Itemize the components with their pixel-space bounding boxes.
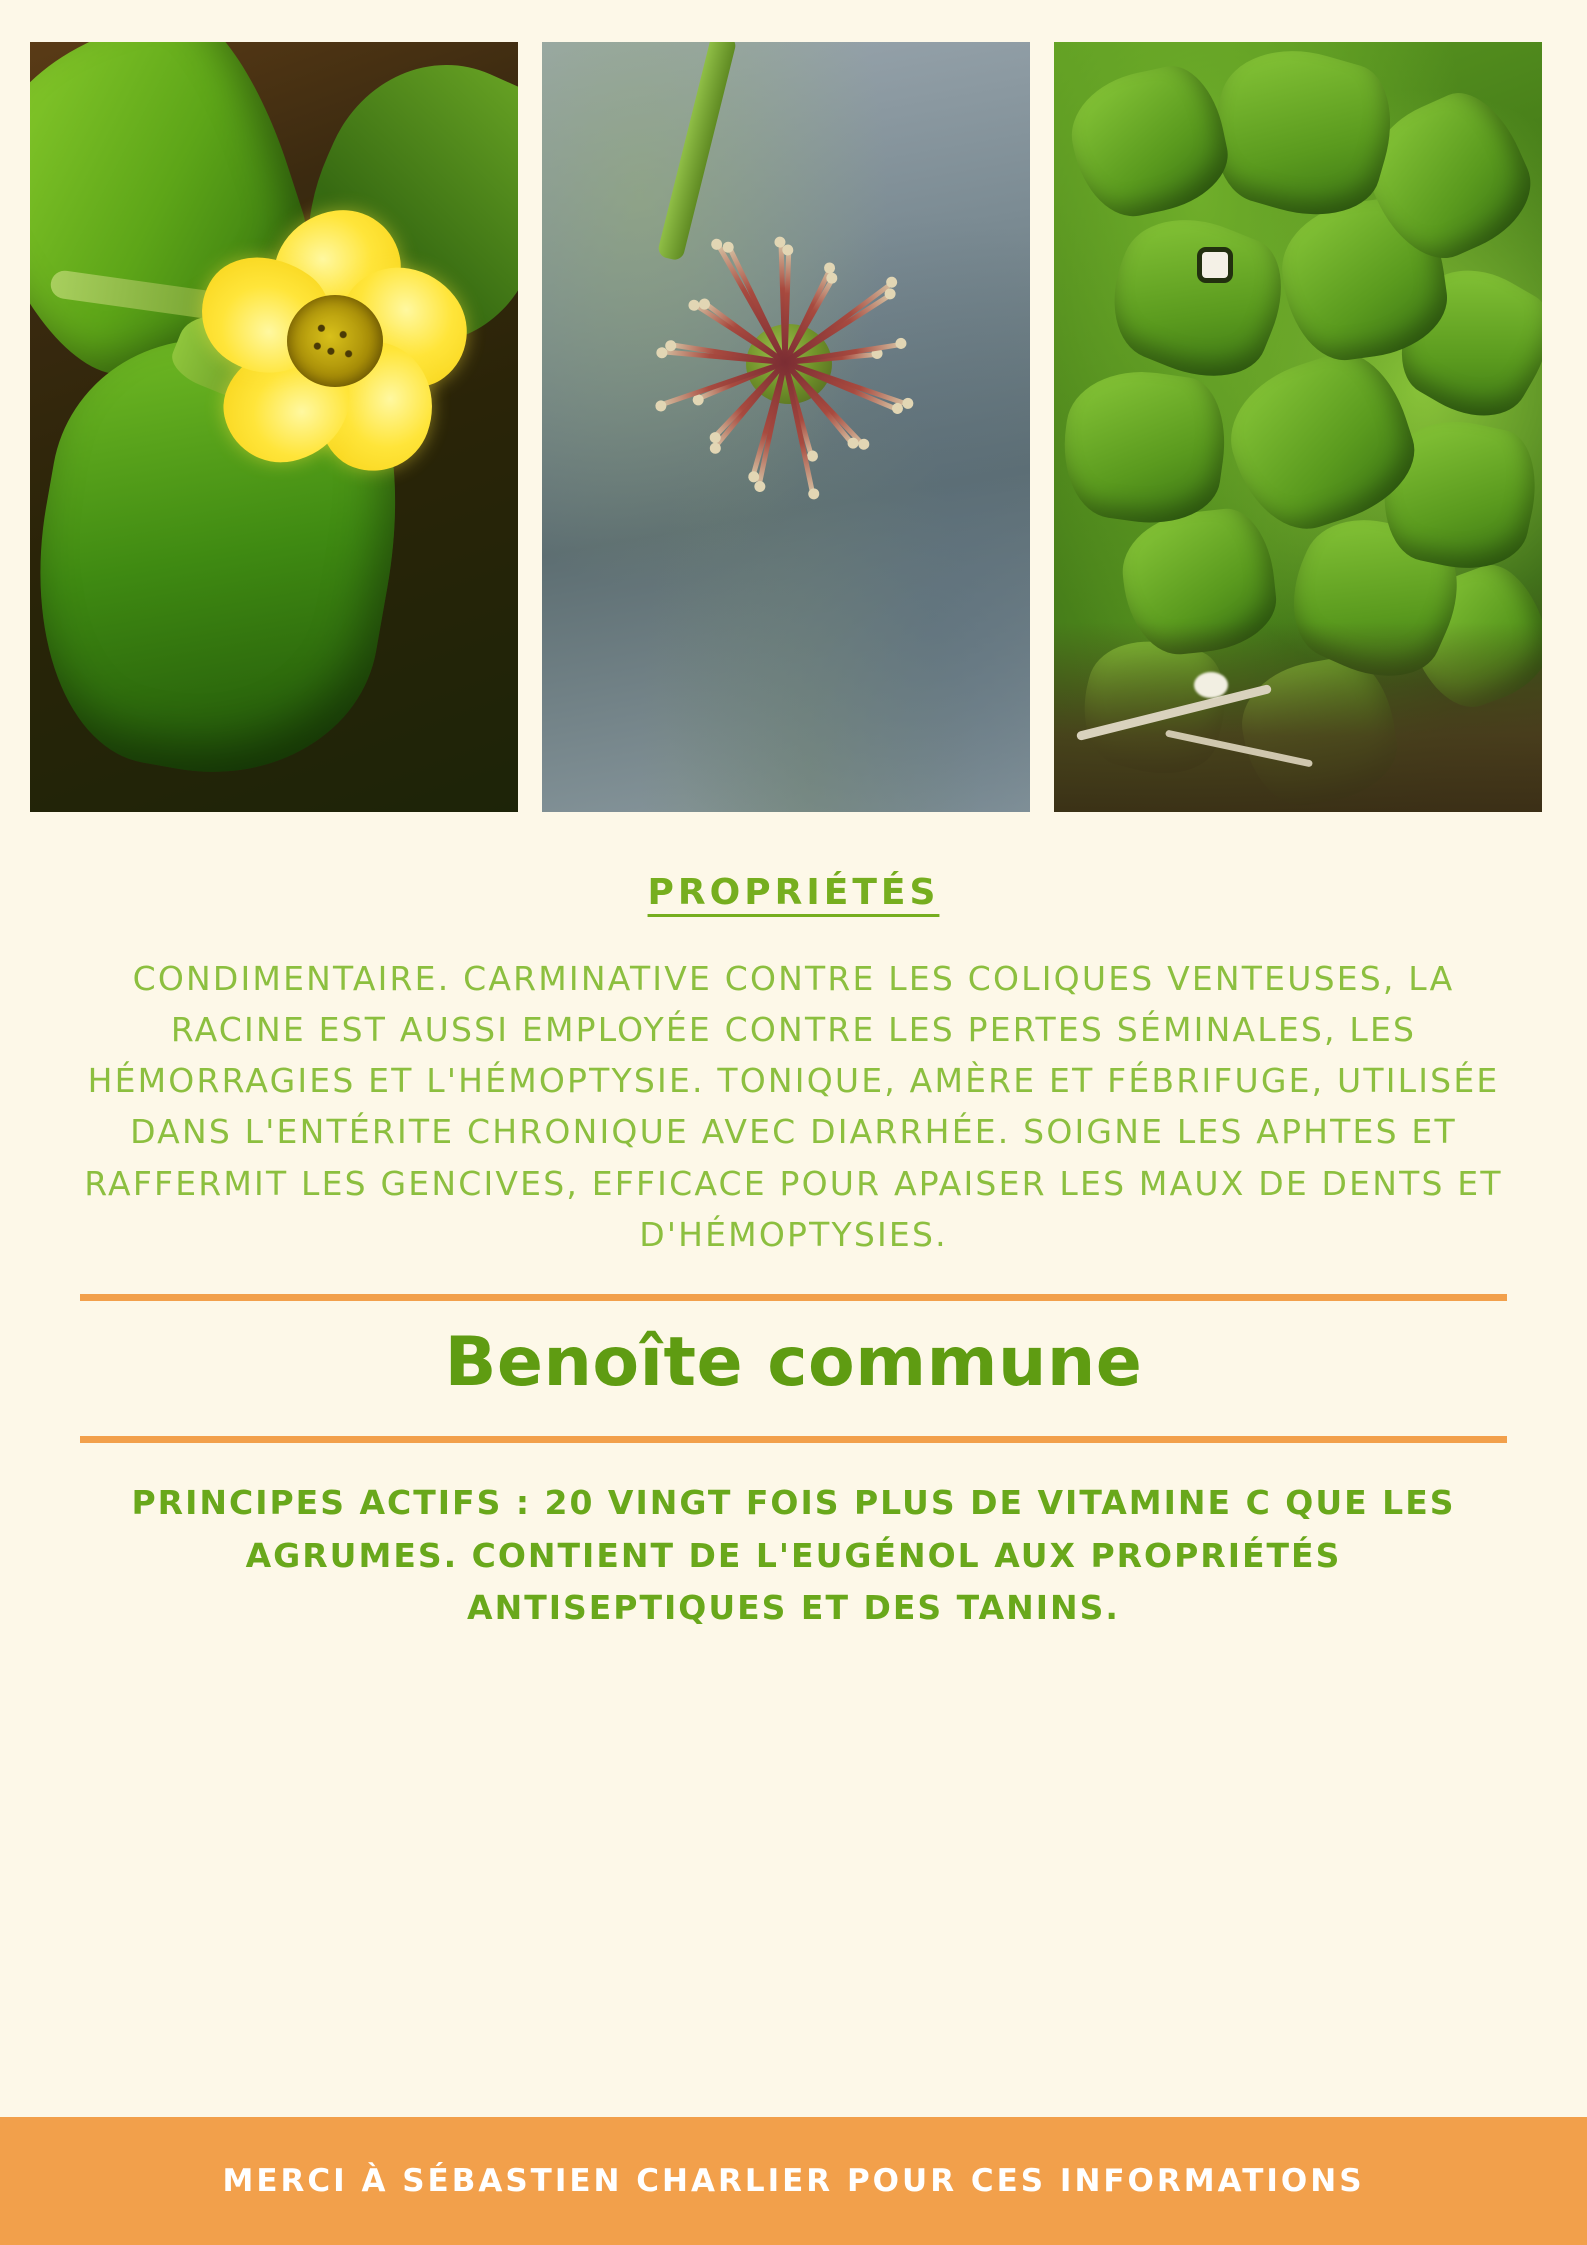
- photo-foliage: [1054, 42, 1542, 812]
- properties-heading: PROPRIÉTÉS: [647, 872, 940, 913]
- flower-center: [287, 295, 383, 387]
- photo-flower: [30, 42, 518, 812]
- seed-head: [660, 232, 920, 492]
- leaf-shape: [1061, 58, 1237, 226]
- photo-seedhead: [542, 42, 1030, 812]
- white-bud: [1194, 672, 1228, 698]
- active-principles-text: PRINCIPES ACTIFS : 20 VINGT FOIS PLUS DE VITAMINE C QUE LES AGRUMES. CONTIENT DE L'EUGÉNOL AUX PROPRIÉTÉS ANTISEPTIQUES ET DES TANINS.: [131, 1482, 1456, 1628]
- footer-bar: [0, 2117, 1587, 2245]
- soil-shape: [1054, 622, 1542, 812]
- divider-bottom: [80, 1436, 1507, 1443]
- leaf-shape: [1054, 362, 1233, 533]
- properties-text: CONDIMENTAIRE. CARMINATIVE CONTRE LES COLIQUES VENTEUSES, LA RACINE EST AUSSI EMPLOYÉE CONTRE LES PERTES SÉMINALES, LES HÉMORRAGIES ET L'HÉMOPTYSIE. TONIQUE, AMÈRE ET FÉBRIFUGE, UTILISÉE DANS L'ENTÉRITE CHRONIQUE AVEC DIARRHÉE. SOIGNE LES APHTES ET RAFFERMIT LES GENCIVES, EFFICACE POUR APAISER LES MAUX DE DENTS ET D'HÉMOPTYSIES.: [84, 959, 1503, 1254]
- content-area: [0, 872, 1587, 1635]
- divider-top: [80, 1294, 1507, 1301]
- photo-gallery: [0, 0, 1587, 812]
- insect-shape: [1202, 252, 1228, 278]
- yellow-flower: [215, 217, 465, 467]
- leaf-shape: [1092, 197, 1301, 398]
- plant-name: Benoîte commune: [444, 1322, 1143, 1402]
- footer-credit: MERCI À SÉBASTIEN CHARLIER POUR CES INFORMATIONS: [222, 2163, 1365, 2199]
